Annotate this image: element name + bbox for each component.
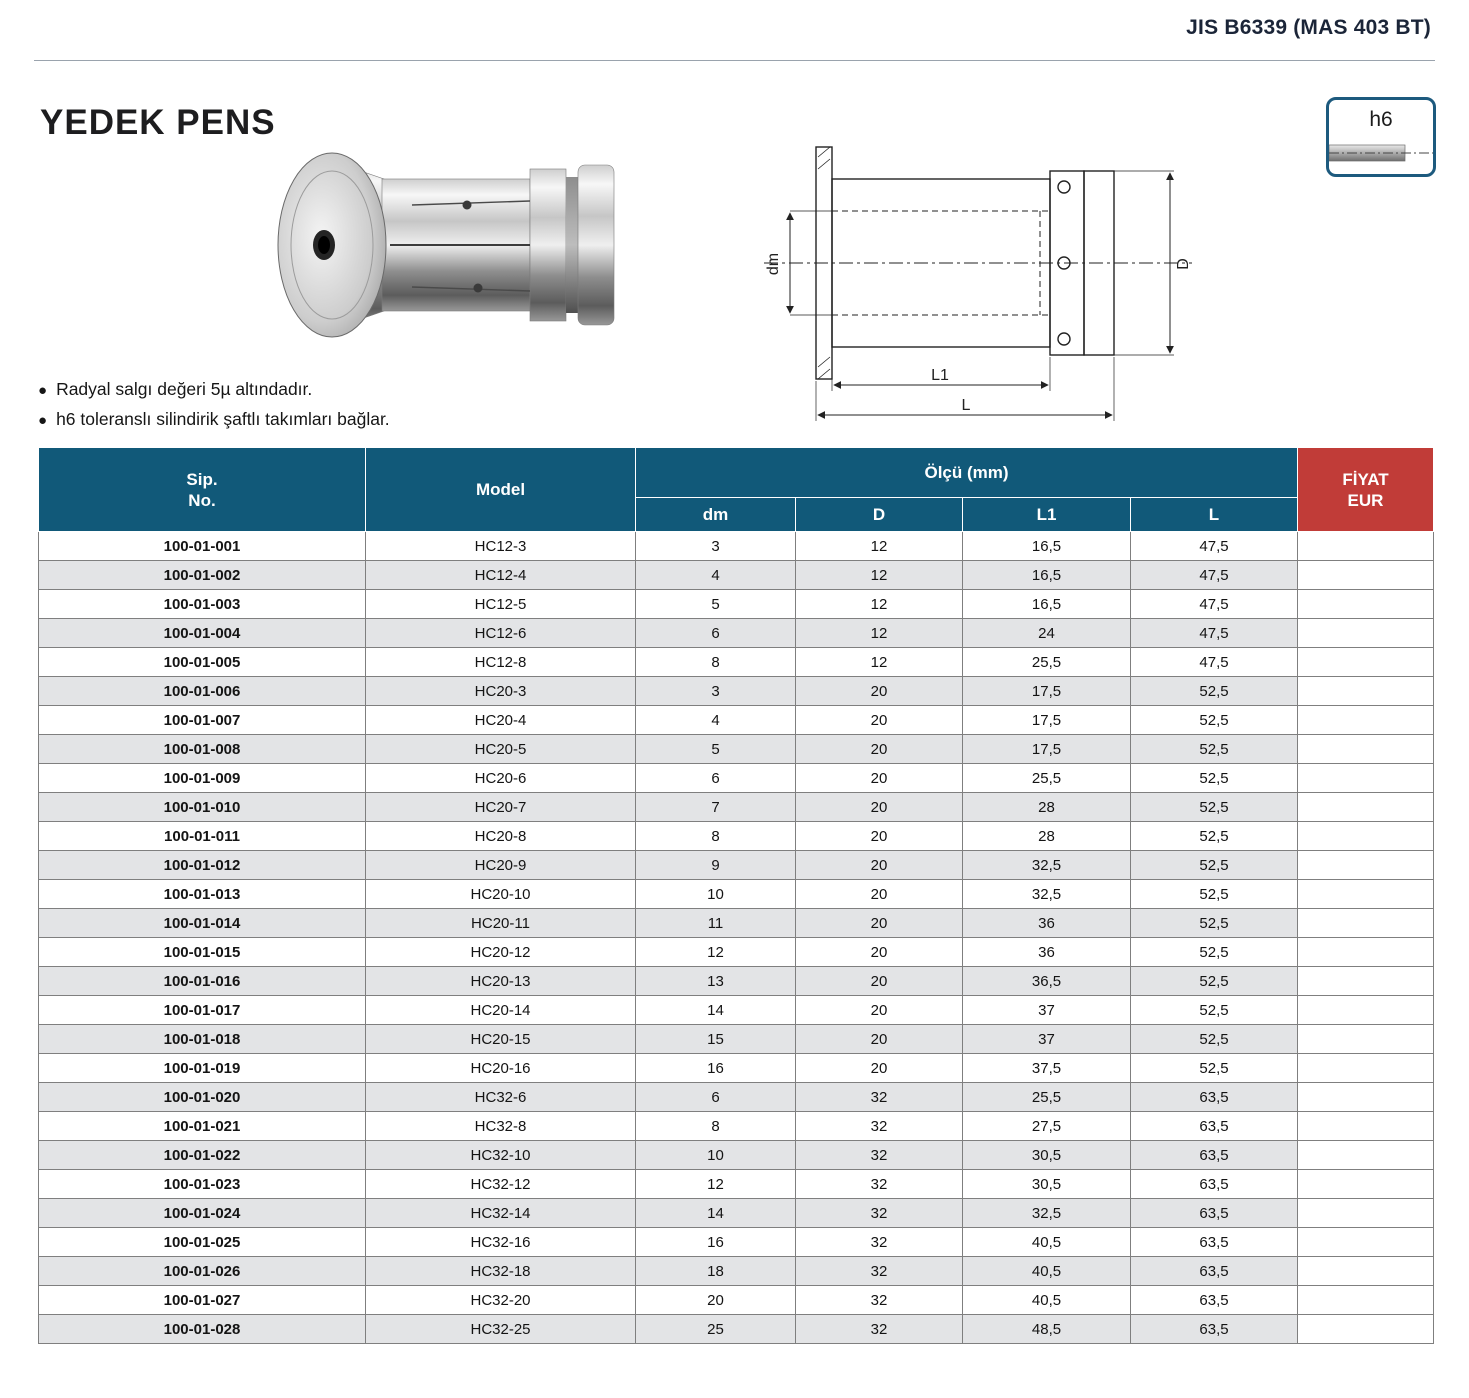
shaft-icon (1329, 140, 1433, 168)
page-title: YEDEK PENS (40, 103, 276, 142)
table-row (39, 1025, 1434, 1054)
cell-d: 12 (796, 590, 963, 619)
table-row (39, 1112, 1434, 1141)
cell-d: 32 (796, 1257, 963, 1286)
cell-sip-no: 100-01-028 (39, 1315, 366, 1344)
cell-dm: 14 (636, 1199, 796, 1228)
cell-fiyat (1298, 1199, 1434, 1228)
cell-fiyat (1298, 706, 1434, 735)
cell-dm: 6 (636, 1083, 796, 1112)
cell-fiyat (1298, 996, 1434, 1025)
cell-l: 47,5 (1131, 619, 1298, 648)
cell-l1: 37 (963, 996, 1131, 1025)
cell-dm: 15 (636, 1025, 796, 1054)
cell-model: HC20-14 (366, 996, 636, 1025)
cell-sip-no: 100-01-024 (39, 1199, 366, 1228)
cell-fiyat (1298, 1112, 1434, 1141)
cell-model: HC12-3 (366, 532, 636, 561)
cell-model: HC20-7 (366, 793, 636, 822)
col-header-model: Model (366, 448, 636, 532)
cell-l: 52,5 (1131, 822, 1298, 851)
cell-l: 52,5 (1131, 909, 1298, 938)
table-header (39, 448, 1434, 532)
cell-sip-no: 100-01-014 (39, 909, 366, 938)
cell-model: HC12-4 (366, 561, 636, 590)
cell-dm: 6 (636, 619, 796, 648)
dim-label-l1: L1 (931, 367, 949, 384)
cell-dm: 5 (636, 590, 796, 619)
cell-d: 32 (796, 1199, 963, 1228)
cell-l: 52,5 (1131, 735, 1298, 764)
bullet-item (38, 375, 390, 405)
cell-l1: 32,5 (963, 851, 1131, 880)
cell-l1: 37 (963, 1025, 1131, 1054)
cell-l1: 17,5 (963, 706, 1131, 735)
table-row (39, 1054, 1434, 1083)
cell-sip-no: 100-01-002 (39, 561, 366, 590)
cell-d: 32 (796, 1083, 963, 1112)
cell-d: 12 (796, 619, 963, 648)
cell-fiyat (1298, 648, 1434, 677)
cell-sip-no: 100-01-001 (39, 532, 366, 561)
dim-label-d: D (1175, 258, 1192, 270)
header-line: Sip. (186, 469, 218, 489)
cell-dm: 8 (636, 1112, 796, 1141)
cell-sip-no: 100-01-025 (39, 1228, 366, 1257)
cell-dm: 5 (636, 735, 796, 764)
table-row (39, 996, 1434, 1025)
cell-sip-no: 100-01-006 (39, 677, 366, 706)
cell-d: 20 (796, 1025, 963, 1054)
cell-fiyat (1298, 532, 1434, 561)
cell-fiyat (1298, 880, 1434, 909)
col-header-l: L (1131, 498, 1298, 532)
cell-model: HC32-14 (366, 1199, 636, 1228)
cell-l1: 24 (963, 619, 1131, 648)
cell-model: HC20-16 (366, 1054, 636, 1083)
cell-sip-no: 100-01-015 (39, 938, 366, 967)
cell-model: HC20-4 (366, 706, 636, 735)
cell-d: 20 (796, 764, 963, 793)
cell-d: 20 (796, 706, 963, 735)
tolerance-badge (1326, 97, 1436, 177)
cell-model: HC32-6 (366, 1083, 636, 1112)
cell-model: HC20-9 (366, 851, 636, 880)
cell-l: 47,5 (1131, 532, 1298, 561)
cell-l: 52,5 (1131, 880, 1298, 909)
col-header-dm: dm (636, 498, 796, 532)
cell-l1: 48,5 (963, 1315, 1131, 1344)
cell-fiyat (1298, 851, 1434, 880)
cell-l1: 32,5 (963, 1199, 1131, 1228)
table-row (39, 677, 1434, 706)
cell-model: HC32-10 (366, 1141, 636, 1170)
cell-dm: 25 (636, 1315, 796, 1344)
table-row (39, 1141, 1434, 1170)
cell-fiyat (1298, 1286, 1434, 1315)
cell-dm: 11 (636, 909, 796, 938)
cell-d: 32 (796, 1228, 963, 1257)
cell-model: HC20-3 (366, 677, 636, 706)
cell-dm: 12 (636, 1170, 796, 1199)
cell-fiyat (1298, 764, 1434, 793)
cell-l: 63,5 (1131, 1083, 1298, 1112)
table-row (39, 793, 1434, 822)
cell-l: 63,5 (1131, 1112, 1298, 1141)
cell-l: 52,5 (1131, 1025, 1298, 1054)
cell-l1: 17,5 (963, 735, 1131, 764)
cell-model: HC32-12 (366, 1170, 636, 1199)
cell-l1: 40,5 (963, 1228, 1131, 1257)
cell-l: 63,5 (1131, 1199, 1298, 1228)
cell-sip-no: 100-01-022 (39, 1141, 366, 1170)
cell-l: 63,5 (1131, 1170, 1298, 1199)
cell-dm: 8 (636, 822, 796, 851)
bullet-text: h6 toleranslı silindirik şaftlı takımları bağlar. (56, 409, 390, 429)
cell-l: 63,5 (1131, 1257, 1298, 1286)
cell-d: 20 (796, 735, 963, 764)
cell-l1: 40,5 (963, 1257, 1131, 1286)
cell-l1: 28 (963, 793, 1131, 822)
cell-fiyat (1298, 1315, 1434, 1344)
cell-sip-no: 100-01-005 (39, 648, 366, 677)
cell-d: 20 (796, 996, 963, 1025)
cell-fiyat (1298, 561, 1434, 590)
cell-sip-no: 100-01-023 (39, 1170, 366, 1199)
cell-d: 20 (796, 822, 963, 851)
cell-l: 52,5 (1131, 793, 1298, 822)
cell-d: 12 (796, 532, 963, 561)
cell-sip-no: 100-01-009 (39, 764, 366, 793)
cell-d: 20 (796, 967, 963, 996)
table-row (39, 590, 1434, 619)
table-row (39, 1286, 1434, 1315)
product-photo (262, 145, 657, 345)
cell-d: 20 (796, 851, 963, 880)
cell-l1: 16,5 (963, 532, 1131, 561)
table-row (39, 532, 1434, 561)
cell-sip-no: 100-01-012 (39, 851, 366, 880)
cell-model: HC32-20 (366, 1286, 636, 1315)
cell-l: 47,5 (1131, 561, 1298, 590)
cell-fiyat (1298, 1228, 1434, 1257)
cell-sip-no: 100-01-026 (39, 1257, 366, 1286)
cell-fiyat (1298, 619, 1434, 648)
cell-l: 52,5 (1131, 677, 1298, 706)
table-row (39, 967, 1434, 996)
col-header-d: D (796, 498, 963, 532)
cell-l: 52,5 (1131, 938, 1298, 967)
cell-sip-no: 100-01-011 (39, 822, 366, 851)
cell-fiyat (1298, 1083, 1434, 1112)
cell-sip-no: 100-01-008 (39, 735, 366, 764)
col-header-sip-no (39, 448, 366, 532)
header-line: EUR (1347, 490, 1384, 510)
cell-l: 63,5 (1131, 1315, 1298, 1344)
cell-fiyat (1298, 735, 1434, 764)
cell-dm: 10 (636, 1141, 796, 1170)
header-line: FİYAT (1342, 469, 1389, 489)
cell-d: 20 (796, 677, 963, 706)
cell-l: 52,5 (1131, 851, 1298, 880)
cell-model: HC12-6 (366, 619, 636, 648)
cell-sip-no: 100-01-021 (39, 1112, 366, 1141)
cell-model: HC32-16 (366, 1228, 636, 1257)
hero-section (0, 61, 1469, 447)
table-row (39, 648, 1434, 677)
col-header-fiyat (1298, 448, 1434, 532)
cell-dm: 8 (636, 648, 796, 677)
technical-drawing (750, 133, 1205, 429)
cell-l1: 40,5 (963, 1286, 1131, 1315)
cell-l: 47,5 (1131, 648, 1298, 677)
cell-sip-no: 100-01-013 (39, 880, 366, 909)
cell-dm: 4 (636, 561, 796, 590)
table-body (39, 532, 1434, 1344)
cell-sip-no: 100-01-004 (39, 619, 366, 648)
cell-l1: 25,5 (963, 764, 1131, 793)
table-row (39, 735, 1434, 764)
cell-model: HC20-11 (366, 909, 636, 938)
cell-l1: 25,5 (963, 648, 1131, 677)
cell-model: HC20-12 (366, 938, 636, 967)
cell-l: 52,5 (1131, 1054, 1298, 1083)
bullet-icon: ● (38, 412, 48, 429)
cell-dm: 3 (636, 677, 796, 706)
cell-sip-no: 100-01-017 (39, 996, 366, 1025)
cell-l1: 16,5 (963, 590, 1131, 619)
cell-l: 47,5 (1131, 590, 1298, 619)
cell-d: 32 (796, 1112, 963, 1141)
cell-model: HC20-5 (366, 735, 636, 764)
cell-d: 32 (796, 1315, 963, 1344)
cell-fiyat (1298, 1141, 1434, 1170)
cell-fiyat (1298, 677, 1434, 706)
cell-l1: 36 (963, 909, 1131, 938)
bullet-item (38, 405, 390, 435)
cell-l1: 30,5 (963, 1170, 1131, 1199)
header-line: No. (188, 490, 216, 510)
cell-model: HC32-8 (366, 1112, 636, 1141)
cell-dm: 16 (636, 1054, 796, 1083)
table-row (39, 1199, 1434, 1228)
cell-dm: 7 (636, 793, 796, 822)
table-row (39, 938, 1434, 967)
table-row (39, 909, 1434, 938)
cell-model: HC20-15 (366, 1025, 636, 1054)
tolerance-label: h6 (1369, 108, 1393, 131)
cell-l: 52,5 (1131, 764, 1298, 793)
cell-fiyat (1298, 1257, 1434, 1286)
cell-d: 12 (796, 648, 963, 677)
table-row (39, 880, 1434, 909)
cell-l1: 16,5 (963, 561, 1131, 590)
cell-model: HC20-10 (366, 880, 636, 909)
cell-d: 32 (796, 1170, 963, 1199)
cell-d: 12 (796, 561, 963, 590)
cell-l1: 28 (963, 822, 1131, 851)
cell-l: 52,5 (1131, 967, 1298, 996)
table-row (39, 851, 1434, 880)
bullet-text: Radyal salgı değeri 5µ altındadır. (56, 379, 313, 399)
cell-model: HC20-8 (366, 822, 636, 851)
cell-dm: 16 (636, 1228, 796, 1257)
top-header (0, 0, 1469, 60)
cell-l: 52,5 (1131, 706, 1298, 735)
cell-l: 63,5 (1131, 1141, 1298, 1170)
table-row (39, 1170, 1434, 1199)
cell-sip-no: 100-01-018 (39, 1025, 366, 1054)
cell-model: HC12-5 (366, 590, 636, 619)
cell-fiyat (1298, 1025, 1434, 1054)
cell-d: 32 (796, 1286, 963, 1315)
table-row (39, 1315, 1434, 1344)
cell-sip-no: 100-01-007 (39, 706, 366, 735)
cell-fiyat (1298, 967, 1434, 996)
table-row (39, 764, 1434, 793)
table-row (39, 561, 1434, 590)
cell-model: HC32-25 (366, 1315, 636, 1344)
cell-sip-no: 100-01-020 (39, 1083, 366, 1112)
cell-dm: 9 (636, 851, 796, 880)
cell-l1: 27,5 (963, 1112, 1131, 1141)
spec-table (38, 447, 1434, 1344)
cell-dm: 12 (636, 938, 796, 967)
table-row (39, 1228, 1434, 1257)
cell-dm: 6 (636, 764, 796, 793)
cell-fiyat (1298, 590, 1434, 619)
cell-l: 52,5 (1131, 996, 1298, 1025)
cell-model: HC20-13 (366, 967, 636, 996)
cell-l1: 36,5 (963, 967, 1131, 996)
cell-fiyat (1298, 909, 1434, 938)
bullet-icon: ● (38, 382, 48, 399)
cell-l1: 36 (963, 938, 1131, 967)
cell-d: 20 (796, 793, 963, 822)
cell-l1: 25,5 (963, 1083, 1131, 1112)
table-row (39, 822, 1434, 851)
cell-fiyat (1298, 822, 1434, 851)
cell-l: 63,5 (1131, 1228, 1298, 1257)
cell-dm: 14 (636, 996, 796, 1025)
cell-model: HC20-6 (366, 764, 636, 793)
cell-dm: 10 (636, 880, 796, 909)
table-row (39, 1083, 1434, 1112)
cell-dm: 18 (636, 1257, 796, 1286)
dim-label-dm: dm (765, 252, 782, 276)
cell-model: HC12-8 (366, 648, 636, 677)
cell-fiyat (1298, 1054, 1434, 1083)
feature-bullets (38, 375, 390, 435)
cell-dm: 13 (636, 967, 796, 996)
table-row (39, 706, 1434, 735)
cell-fiyat (1298, 1170, 1434, 1199)
cell-l1: 17,5 (963, 677, 1131, 706)
cell-sip-no: 100-01-003 (39, 590, 366, 619)
cell-model: HC32-18 (366, 1257, 636, 1286)
cell-sip-no: 100-01-019 (39, 1054, 366, 1083)
cell-dm: 4 (636, 706, 796, 735)
cell-d: 20 (796, 880, 963, 909)
cell-dm: 3 (636, 532, 796, 561)
col-header-l1: L1 (963, 498, 1131, 532)
cell-sip-no: 100-01-027 (39, 1286, 366, 1315)
cell-d: 20 (796, 938, 963, 967)
cell-fiyat (1298, 938, 1434, 967)
cell-l1: 30,5 (963, 1141, 1131, 1170)
dim-label-l: L (961, 397, 971, 414)
cell-l: 63,5 (1131, 1286, 1298, 1315)
standard-title: JIS B6339 (MAS 403 BT) (1186, 16, 1431, 39)
table-row (39, 1257, 1434, 1286)
col-header-olcu: Ölçü (mm) (636, 448, 1298, 498)
cell-l1: 37,5 (963, 1054, 1131, 1083)
cell-sip-no: 100-01-010 (39, 793, 366, 822)
cell-d: 20 (796, 1054, 963, 1083)
cell-dm: 20 (636, 1286, 796, 1315)
cell-fiyat (1298, 793, 1434, 822)
cell-l1: 32,5 (963, 880, 1131, 909)
cell-sip-no: 100-01-016 (39, 967, 366, 996)
cell-d: 32 (796, 1141, 963, 1170)
cell-d: 20 (796, 909, 963, 938)
table-row (39, 619, 1434, 648)
